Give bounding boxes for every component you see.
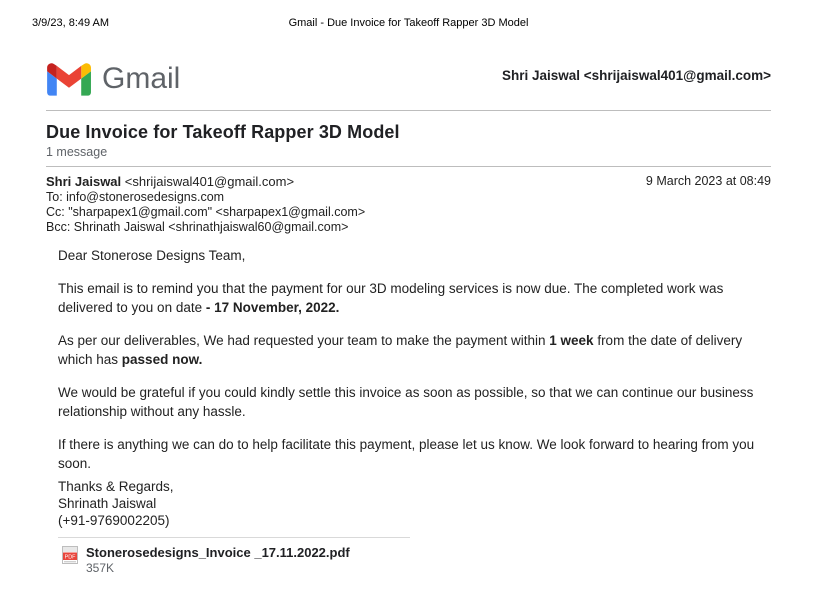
body-p1-part-b: . The completed work was delivered to you on date — [58, 281, 724, 315]
divider-top — [46, 110, 771, 111]
attachment-size: 357K — [86, 561, 115, 575]
brand-row — [46, 58, 771, 100]
account-identity: Shri Jaiswal <shrijaiswal401@gmail.com> — [501, 68, 771, 83]
body-greeting: Dear Stonerose Designs Team, — [58, 248, 246, 263]
sender-line — [46, 174, 294, 189]
recipient-to: To: info@stonerosedesigns.com — [46, 190, 225, 204]
body-paragraph-4 — [58, 435, 758, 473]
body-p2-term: 1 week — [549, 333, 594, 348]
gmail-wordmark: Gmail — [102, 62, 181, 95]
body-p2-status: passed now. — [121, 352, 203, 367]
body-p4-part-a: If there is anything we can do to help facilitate this payment, please let us know — [58, 437, 530, 452]
message-body — [58, 246, 758, 473]
signature-line-3: (+91-9769002205) — [58, 513, 170, 528]
gmail-logo — [46, 58, 180, 100]
svg-text:PDF: PDF — [64, 554, 76, 561]
body-paragraph-3: We would be grateful if you could kindly settle this invoice as soon as possible, so that we can continue our business relationship without any hassle. — [58, 385, 754, 419]
divider-middle — [46, 166, 771, 167]
body-p2-part-b: from the date of delivery which has — [58, 333, 743, 367]
body-p4-part-c: . — [87, 456, 92, 471]
body-p1-delivery-date: - 17 November, 2022. — [205, 300, 340, 315]
body-p4-part-b: . We look forward to hearing from you soon — [58, 437, 755, 471]
body-p2-part-a: As per our deliverables, We had requested your team to make the payment within — [58, 333, 550, 348]
message-count: 1 message — [46, 145, 108, 159]
signature-line-1: Thanks & Regards, — [58, 479, 174, 494]
print-header-timestamp: 3/9/23, 8:49 AM — [32, 17, 110, 29]
attachment-divider — [58, 537, 410, 538]
body-p1-part-a: This email is to remind you that the payment for our 3D modeling services is now due — [58, 281, 567, 296]
print-header-title: Gmail - Due Invoice for Takeoff Rapper 3D Model — [288, 17, 529, 29]
signature-block — [58, 478, 174, 529]
attachment-item[interactable] — [58, 545, 478, 575]
page-title: Due Invoice for Takeoff Rapper 3D Model — [46, 122, 400, 142]
message-date: 9 March 2023 at 08:49 — [645, 174, 771, 188]
recipient-bcc: Bcc: Shrinath Jaiswal <shrinathjaiswal60@gmail.com> — [46, 220, 349, 234]
print-header — [0, 17, 817, 31]
sender-name: Shri Jaiswal — [46, 174, 122, 189]
recipient-cc: Cc: "sharpapex1@gmail.com" <sharpapex1@gmail.com> — [46, 205, 366, 219]
attachment-name[interactable]: Stonerosedesigns_Invoice _17.11.2022.pdf — [86, 545, 350, 560]
body-paragraph-2 — [58, 331, 758, 369]
sender-email: <shrijaiswal401@gmail.com> — [124, 174, 295, 189]
gmail-m-icon — [46, 62, 92, 96]
signature-line-2: Shrinath Jaiswal — [58, 496, 157, 511]
body-paragraph-1 — [58, 279, 758, 317]
